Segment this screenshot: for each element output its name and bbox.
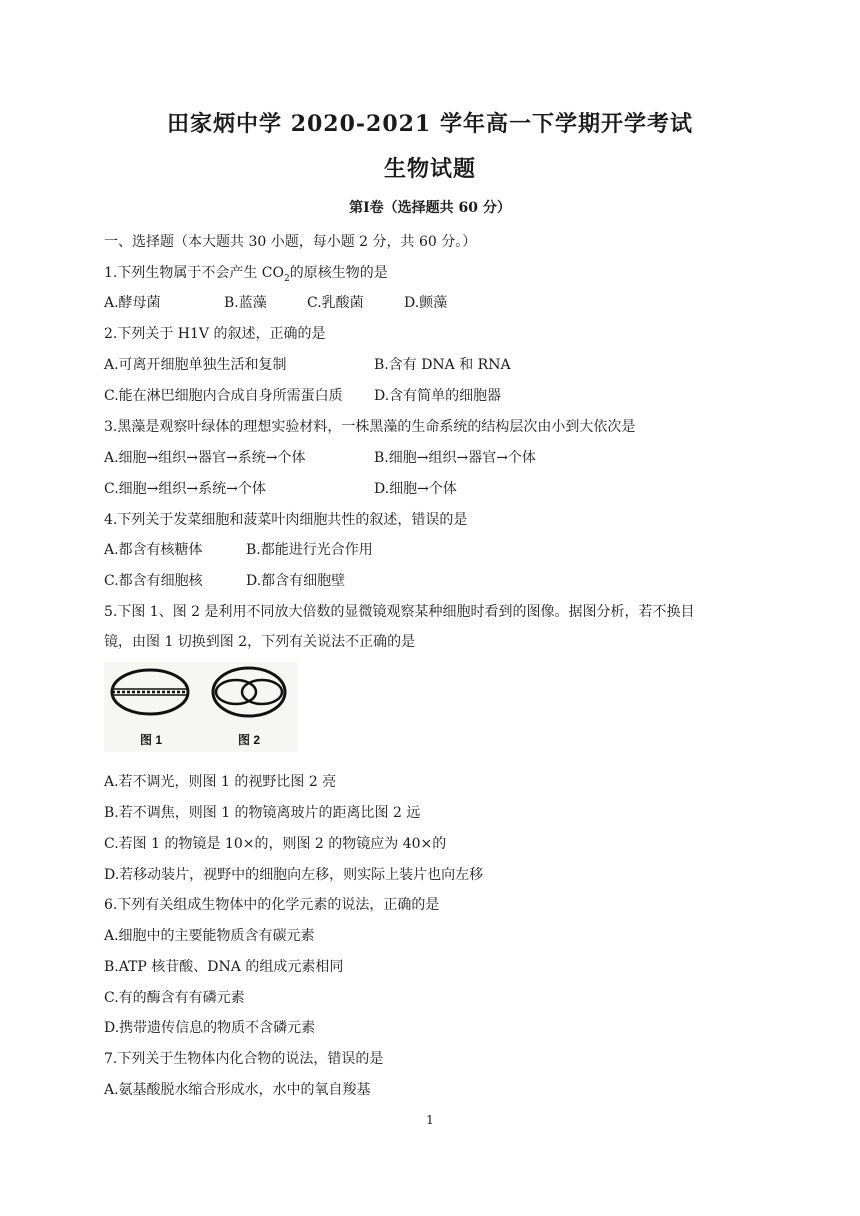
question-3-option-b: B.细胞→组织→器官→个体 [374, 450, 536, 466]
question-5-option-a: A.若不调光，则图 1 的视野比图 2 亮 [104, 774, 337, 790]
question-4-option-a: A.都含有核糖体 [104, 542, 203, 558]
question-2-stem: 2.下列关于 H1V 的叙述，正确的是 [104, 326, 326, 342]
question-3-option-a: A.细胞→组织→器官→系统→个体 [104, 450, 306, 466]
question-4-option-b: B.都能进行光合作用 [246, 542, 373, 558]
question-4-option-d: D.都含有细胞壁 [246, 573, 346, 589]
question-5-stem-line-2: 镜，由图 1 切换到图 2，下列有关说法不正确的是 [104, 634, 416, 650]
question-2-option-a: A.可离开细胞单独生活和复制 [104, 357, 287, 373]
question-2-option-c: C.能在淋巴细胞内合成自身所需蛋白质 [104, 388, 343, 404]
question-2-option-b: B.含有 DNA 和 RNA [374, 357, 511, 373]
question-2-option-d: D.含有简单的细胞器 [374, 388, 502, 404]
figure-2-label: 图 2 [238, 733, 261, 747]
question-5-option-d: D.若移动装片，视野中的细胞向左移，则实际上装片也向左移 [104, 867, 484, 883]
question-6-option-d: D.携带遗传信息的物质不含磷元素 [104, 1020, 316, 1036]
question-1-option-d: D.颤藻 [404, 295, 448, 311]
question-3-stem: 3.黑藻是观察叶绿体的理想实验材料，一株黑藻的生命系统的结构层次由小到大依次是 [104, 419, 636, 435]
question-4-option-c: C.都含有细胞核 [104, 573, 203, 589]
question-1-option-a: A.酵母菌 [104, 295, 161, 311]
question-6-stem: 6.下列有关组成生物体中的化学元素的说法，正确的是 [104, 897, 440, 913]
question-3-option-d: D.细胞→个体 [374, 481, 457, 497]
microscope-figure [104, 662, 298, 752]
exam-subject-title: 生物试题 [383, 156, 476, 182]
question-4-stem: 4.下列关于发菜细胞和菠菜叶肉细胞共性的叙述，错误的是 [104, 512, 468, 528]
question-6-option-c: C.有的酶含有有磷元素 [104, 990, 245, 1006]
question-7-option-a: A.氨基酸脱水缩合形成水，水中的氧自羧基 [104, 1082, 371, 1098]
figure-1-label: 图 1 [140, 733, 163, 747]
question-7-stem: 7.下列关于生物体内化合物的说法，错误的是 [104, 1051, 384, 1067]
part1-instructions: 一、选择题（本大题共 30 小题，每小题 2 分，共 60 分。） [104, 234, 477, 250]
question-1-option-b: B.蓝藻 [224, 295, 267, 311]
question-6-option-a: A.细胞中的主要能物质含有碳元素 [104, 928, 315, 944]
question-3-option-c: C.细胞→组织→系统→个体 [104, 481, 266, 497]
exam-title: 田家炳中学 2020-2021 学年高一下学期开学考试 [167, 111, 693, 137]
question-5-option-b: B.若不调焦，则图 1 的物镜离玻片的距离比图 2 远 [104, 805, 421, 821]
question-5-option-c: C.若图 1 的物镜是 10×的，则图 2 的物镜应为 40×的 [104, 836, 447, 852]
section-header: 第Ⅰ卷（选择题共 60 分） [349, 200, 511, 216]
page-number: 1 [426, 1113, 434, 1127]
question-1-option-c: C.乳酸菌 [307, 295, 364, 311]
question-1-stem: 1.下列生物属于不会产生 $CO_2$的原核生物的是 [104, 265, 388, 284]
question-6-option-b: B.ATP 核苷酸、DNA 的组成元素相同 [104, 959, 344, 975]
question-5-stem-line-1: 5.下图 1、图 2 是利用不同放大倍数的显微镜观察某种细胞时看到的图像。据图分析，若不换目 [104, 604, 695, 620]
